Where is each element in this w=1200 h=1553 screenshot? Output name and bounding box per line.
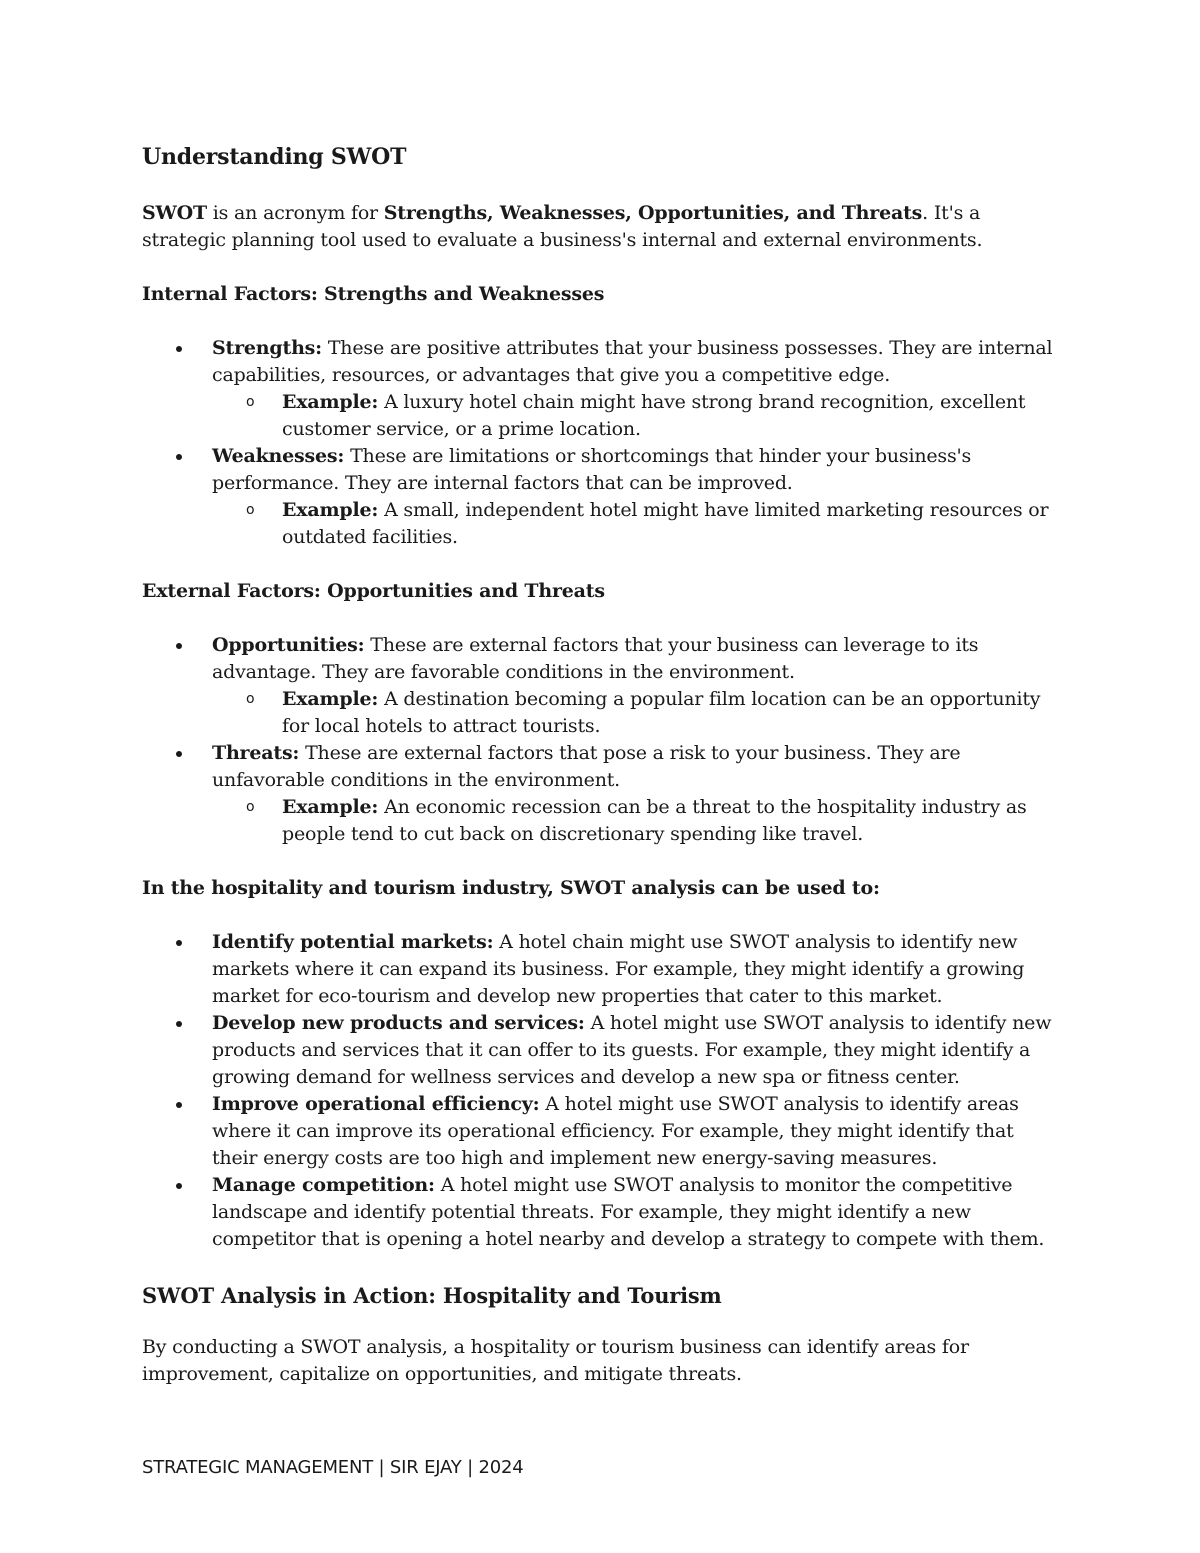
item-label: Improve operational efficiency: <box>212 1093 540 1115</box>
document-body <box>142 140 1062 1388</box>
item-label: Strengths: <box>212 337 322 359</box>
item-text: A hotel might use SWOT analysis to identify new products and services that it can offer to its guests. For example, they might identify a growing demand for wellness services and develop a new spa or fitness center. <box>212 1012 1052 1088</box>
intro-paragraph <box>142 200 1062 254</box>
list-item-threats <box>142 740 1062 848</box>
bullet-icon <box>176 346 182 352</box>
intro-term: SWOT <box>142 202 207 224</box>
bullet-icon <box>176 1021 182 1027</box>
list-item-identify-markets <box>142 929 1062 1010</box>
list-item-opportunities <box>142 632 1062 740</box>
list-item-improve-efficiency <box>142 1091 1062 1172</box>
sub-bullet-icon: o <box>246 502 255 518</box>
internal-factors-heading: Internal Factors: Strengths and Weaknesses <box>142 283 605 305</box>
intro-text-1: is an acronym for <box>206 202 384 224</box>
sub-bullet-icon: o <box>246 691 255 707</box>
item-label: Threats: <box>212 742 300 764</box>
example-text: A destination becoming a popular film location can be an opportunity for local hotels to attract tourists. <box>282 688 1041 737</box>
sub-list <box>212 389 1062 443</box>
example-label: Example: <box>282 391 379 413</box>
item-text: A hotel might use SWOT analysis to identify areas where it can improve its operational efficiency. For example, they might identify that their energy costs are too high and implement new energy-saving measures. <box>212 1093 1019 1169</box>
list-item-strengths <box>142 335 1062 443</box>
page-footer: STRATEGIC MANAGEMENT | SIR EJAY | 2024 <box>142 1457 524 1478</box>
action-section-title: SWOT Analysis in Action: Hospitality and Tourism <box>142 1283 722 1308</box>
item-text: These are positive attributes that your business possesses. They are internal capabilities, resources, or advantages that give you a competitive edge. <box>212 337 1053 386</box>
example-item <box>212 389 1062 443</box>
item-text: These are limitations or shortcomings that hinder your business's performance. They are internal factors that can be improved. <box>212 445 972 494</box>
example-label: Example: <box>282 796 379 818</box>
internal-factors-list <box>142 335 1062 551</box>
example-item <box>212 794 1062 848</box>
example-text: A luxury hotel chain might have strong brand recognition, excellent customer service, or a prime location. <box>282 391 1026 440</box>
external-factors-list <box>142 632 1062 848</box>
example-item <box>212 686 1062 740</box>
external-factors-heading: External Factors: Opportunities and Threats <box>142 580 605 602</box>
item-text: A hotel chain might use SWOT analysis to identify new markets where it can expand its business. For example, they might identify a growing market for eco-tourism and develop new properties that cater to this market. <box>212 931 1025 1007</box>
item-text: A hotel might use SWOT analysis to monitor the competitive landscape and identify potential threats. For example, they might identify a new competitor that is opening a hotel nearby and develop a strategy to compete with them. <box>212 1174 1045 1250</box>
page-title: Understanding SWOT <box>142 144 407 170</box>
item-label: Opportunities: <box>212 634 365 656</box>
list-item-develop-products <box>142 1010 1062 1091</box>
list-item-weaknesses <box>142 443 1062 551</box>
list-item-manage-competition <box>142 1172 1062 1253</box>
example-item <box>212 497 1062 551</box>
bullet-icon <box>176 1102 182 1108</box>
example-text: A small, independent hotel might have limited marketing resources or outdated facilities. <box>282 499 1049 548</box>
uses-list <box>142 929 1062 1253</box>
sub-list <box>212 794 1062 848</box>
item-text: These are external factors that pose a risk to your business. They are unfavorable conditions in the environment. <box>212 742 961 791</box>
example-label: Example: <box>282 499 379 521</box>
sub-list <box>212 686 1062 740</box>
bullet-icon <box>176 454 182 460</box>
item-text: These are external factors that your business can leverage to its advantage. They are favorable conditions in the environment. <box>212 634 979 683</box>
bullet-icon <box>176 940 182 946</box>
example-text: An economic recession can be a threat to the hospitality industry as people tend to cut back on discretionary spending like travel. <box>282 796 1027 845</box>
intro-text-2: . It's a strategic planning tool used to evaluate a business's internal and external environments. <box>142 202 983 251</box>
action-paragraph: By conducting a SWOT analysis, a hospitality or tourism business can identify areas for improvement, capitalize on opportunities, and mitigate threats. <box>142 1336 969 1385</box>
sub-bullet-icon: o <box>246 799 255 815</box>
bullet-icon <box>176 751 182 757</box>
example-label: Example: <box>282 688 379 710</box>
item-label: Identify potential markets: <box>212 931 494 953</box>
bullet-icon <box>176 1183 182 1189</box>
sub-bullet-icon: o <box>246 394 255 410</box>
intro-expansion: Strengths, Weaknesses, Opportunities, and Threats <box>383 202 923 224</box>
item-label: Weaknesses: <box>212 445 345 467</box>
item-label: Manage competition: <box>212 1174 435 1196</box>
sub-list <box>212 497 1062 551</box>
uses-heading: In the hospitality and tourism industry, SWOT analysis can be used to: <box>142 877 880 899</box>
item-label: Develop new products and services: <box>212 1012 585 1034</box>
bullet-icon <box>176 643 182 649</box>
